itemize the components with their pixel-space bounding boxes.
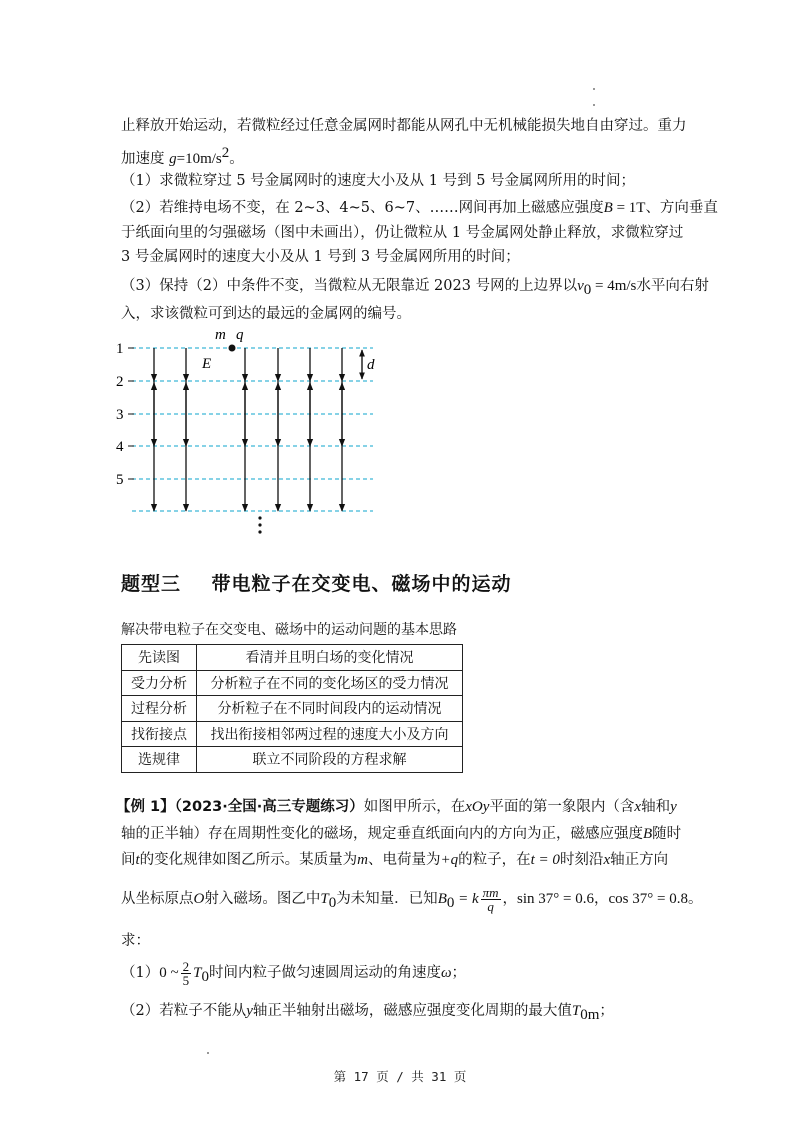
ellipsis-dot [258, 523, 261, 526]
label-E: E [202, 356, 212, 372]
example-line-5: 求： [121, 933, 150, 949]
question-1: （1）求微粒穿过 5 号金属网时的速度大小及从 1 号到 5 号金属网所用的时间； [121, 173, 636, 189]
example-line-1: 【例 1】（2023·全国·高三专题练习）如图甲所示，在xOy平面的第一象限内（含x轴和y [116, 799, 677, 815]
table-row [122, 696, 463, 722]
ellipsis-dot [258, 516, 261, 519]
table-cell-step: 过程分析 [122, 696, 197, 722]
question-2-line-1: （2）若维持电场不变，在 2~3、4~5、6~7、……网间再加上磁感应强度B = 1T、方向垂直 [121, 200, 718, 216]
question-2-line-2: 于纸面向里的匀强磁场（图中未画出），仍让微粒从 1 号金属网处静止释放，求微粒穿过 [121, 225, 684, 241]
net-label-3: 3 [116, 407, 124, 423]
table-cell-step: 选规律 [122, 747, 197, 773]
net-label-4: 4 [116, 439, 124, 455]
table-cell-step: 受力分析 [122, 670, 197, 696]
net-label-1: 1 [116, 341, 124, 357]
label-m: m [215, 328, 226, 343]
page-footer: 第 17 页 / 共 31 页 [333, 1069, 467, 1084]
example-line-3: 间t的变化规律如图乙所示。某质量为m、电荷量为+q的粒子，在t = 0时刻沿x轴正方向 [121, 852, 669, 868]
question-2-line-3: 3 号金属网时的速度大小及从 1 号到 3 号金属网所用的时间； [121, 249, 520, 265]
table-row [122, 721, 463, 747]
section-title: 题型三 带电粒子在交变电、磁场中的运动 [121, 573, 512, 595]
scan-speck [207, 1052, 209, 1054]
table-row [122, 747, 463, 773]
sub-question-1: （1）0 ~ $\frac{2}{5}$ $T_0$时间内粒子做匀速圆周运动的角速度ω； [121, 958, 467, 988]
problem-line-1: 止释放开始运动，若微粒经过任意金属网时都能从网孔中无机械能损失地自由穿过。重力 [121, 118, 687, 134]
section-intro: 解决带电粒子在交变电、磁场中的运动问题的基本思路 [121, 622, 457, 638]
scan-speck [593, 104, 595, 106]
question-3-line-2: 入，求该微粒可到达的最远的金属网的编号。 [121, 306, 411, 322]
sub-question-2: （2）若粒子不能从y轴正半轴射出磁场，磁感应强度变化周期的最大值$T_{0m}$； [121, 1003, 614, 1023]
scan-speck [593, 88, 595, 90]
example-line-2: 轴的正半轴）存在周期性变化的磁场，规定垂直纸面向内的方向为正，磁感应强度B随时 [121, 826, 682, 842]
label-q: q [236, 328, 244, 343]
question-3-line-1: （3）保持（2）中条件不变，当微粒从无限靠近 2023 号网的上边界以$v_0 = 4m/s$水平向右射 [121, 278, 709, 298]
label-d: d [367, 357, 375, 373]
example-source: （2023·全国·高三专题练习） [174, 799, 364, 815]
ellipsis-glyph: ⋮ [110, 328, 111, 329]
fraction-pi-m-over-q: $\frac{\pi m}{q}$ [482, 884, 499, 914]
metal-net-diagram [110, 328, 410, 543]
table-row [122, 645, 463, 671]
fraction-two-fifths: $\frac{2}{5}$ [182, 958, 190, 988]
table-cell-desc: 联立不同阶段的方程求解 [197, 747, 463, 773]
method-table [121, 644, 463, 773]
ellipsis-dot [258, 530, 261, 533]
table-cell-desc: 分析粒子在不同的变化场区的受力情况 [197, 670, 463, 696]
net-label-5: 5 [116, 472, 124, 488]
table-cell-desc: 看清并且明白场的变化情况 [197, 645, 463, 671]
problem-line-2: 加速度 $g=10m/s^2$。 [121, 145, 244, 167]
particle [229, 345, 236, 352]
table-cell-step: 先读图 [122, 645, 197, 671]
example-tag: 【例 1】 [116, 799, 175, 815]
field-arrows [154, 348, 342, 511]
table-row [122, 670, 463, 696]
example-line-4: 从坐标原点O射入磁场。图乙中$T_0$为未知量．已知$B_0 = k$ $\frac{\pi m}{q}$ ，sin 37° = 0.6，cos 37° = 0.8。 [121, 884, 703, 914]
net-label-2: 2 [116, 374, 124, 390]
table-cell-desc: 分析粒子在不同时间段内的运动情况 [197, 696, 463, 722]
table-cell-step: 找衔接点 [122, 721, 197, 747]
table-cell-desc: 找出衔接相邻两过程的速度大小及方向 [197, 721, 463, 747]
